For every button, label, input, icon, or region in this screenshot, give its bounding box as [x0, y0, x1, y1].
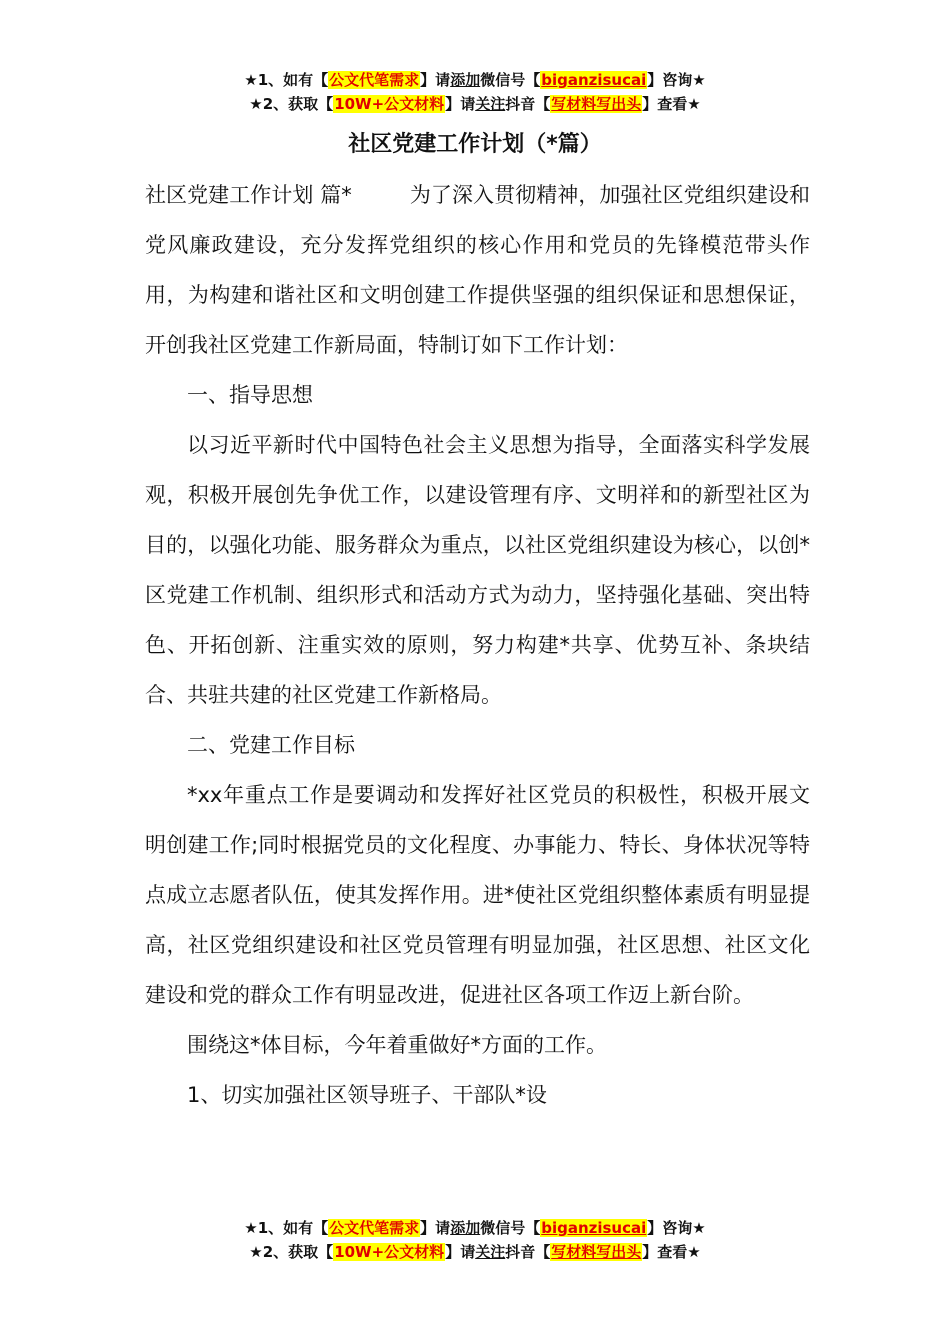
banner-highlight-service: 公文代笔需求: [329, 71, 420, 89]
banner-line-1: [0, 1216, 950, 1240]
banner-text: 抖音【: [505, 95, 551, 113]
banner-line-2: [0, 1240, 950, 1264]
banner-text: 】请: [445, 1243, 476, 1261]
banner-text: 】查看★: [642, 95, 701, 113]
header-banner: [0, 68, 950, 116]
list-item-1: 1、切实加强社区领导班子、干部队*设: [187, 1083, 547, 1107]
lead-label: 社区党建工作计划 篇*: [145, 183, 352, 207]
banner-text: 】咨询★: [647, 1219, 706, 1237]
banner-douyin-account[interactable]: 写材料写出头: [551, 1243, 642, 1261]
banner-text: 微信号【: [480, 1219, 541, 1237]
banner-text: 】请: [420, 71, 451, 89]
banner-underlined-text: 添加: [450, 1219, 481, 1237]
banner-underlined-text: 关注: [475, 1243, 506, 1261]
banner-wechat-id[interactable]: biganzisucai: [541, 71, 647, 89]
section-heading-2: 二、党建工作目标: [187, 733, 355, 757]
banner-text: ★2、获取【: [249, 95, 334, 113]
paragraph-guiding-ideology: 以习近平新时代中国特色社会主义思想为指导，全面落实科学发展观，积极开展创先争优工作，以建设管理有序、文明祥和的新型社区为目的，以强化功能、服务群众为重点，以社区党组织建设为核心，以创*区党建工作机制、组织形式和活动方式为动力，坚持强化基础、突出特色、开拓创新、注重实效的原则，努力构建*共享、优势互补、条块结合、共驻共建的社区党建工作新格局。: [145, 433, 810, 707]
banner-text: ★1、如有【: [244, 71, 329, 89]
banner-text: 微信号【: [480, 71, 541, 89]
paragraph-goals: *xx年重点工作是要调动和发挥好社区党员的积极性，积极开展文明创建工作;同时根据党员的文化程度、办事能力、特长、身体状况等特点成立志愿者队伍，使其发挥作用。进*使社区党组织整体素质有明显提高，社区党组织建设和社区党员管理有明显加强，社区思想、社区文化建设和党的群众工作有明显改进，促进社区各项工作迈上新台阶。: [145, 783, 810, 1007]
banner-line-1: [0, 68, 950, 92]
lead-paragraph: [145, 170, 810, 370]
paragraph-focus: 围绕这*体目标，今年着重做好*方面的工作。: [187, 1033, 607, 1057]
banner-highlight-materials: 10W+公文材料: [334, 1243, 445, 1261]
banner-highlight-materials: 10W+公文材料: [334, 95, 445, 113]
section-heading-1: 一、指导思想: [187, 383, 313, 407]
banner-text: 】请: [420, 1219, 451, 1237]
banner-wechat-id[interactable]: biganzisucai: [541, 1219, 647, 1237]
banner-text: 】查看★: [642, 1243, 701, 1261]
banner-underlined-text: 添加: [450, 71, 481, 89]
banner-douyin-account[interactable]: 写材料写出头: [551, 95, 642, 113]
footer-banner: [0, 1216, 950, 1264]
banner-underlined-text: 关注: [475, 95, 506, 113]
document-title: 社区党建工作计划（*篇）: [348, 132, 602, 157]
banner-text: ★1、如有【: [244, 1219, 329, 1237]
banner-text: ★2、获取【: [249, 1243, 334, 1261]
banner-highlight-service: 公文代笔需求: [329, 1219, 420, 1237]
document-body: [145, 170, 810, 1120]
banner-line-2: [0, 92, 950, 116]
lead-text: 为了深入贯彻精神，加强社区党组织建设和党风廉政建设，充分发挥党组织的核心作用和党员的先锋模范带头作用，为构建和谐社区和文明创建工作提供坚强的组织保证和思想保证，开创我社区党建工作新局面，特制订如下工作计划：: [145, 183, 810, 357]
banner-text: 】咨询★: [647, 71, 706, 89]
banner-text: 】请: [445, 95, 476, 113]
banner-text: 抖音【: [505, 1243, 551, 1261]
